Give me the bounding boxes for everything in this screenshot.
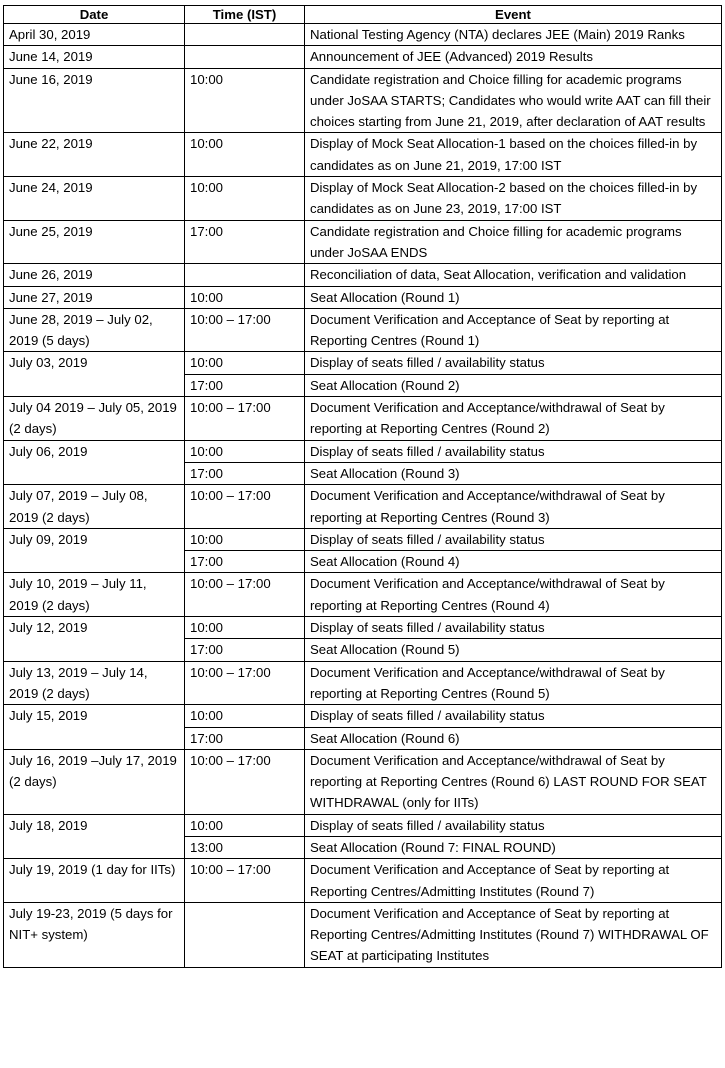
event-cell: Candidate registration and Choice filling for academic programs under JoSAA STARTS; Candidates who would write AAT can fill their choices starting from June 21, 2019, after declaration of AAT results xyxy=(305,68,722,133)
event-cell: Reconciliation of data, Seat Allocation, verification and validation xyxy=(305,264,722,286)
header-time: Time (IST) xyxy=(185,6,305,24)
event-cell: Display of Mock Seat Allocation-1 based on the choices filled-in by candidates as on June 21, 2019, 17:00 IST xyxy=(305,133,722,177)
table-row xyxy=(4,397,722,441)
time-cell: 10:00 xyxy=(185,528,305,550)
time-cell xyxy=(185,902,305,967)
table-row xyxy=(4,68,722,133)
event-cell: Announcement of JEE (Advanced) 2019 Results xyxy=(305,46,722,68)
table-row xyxy=(4,220,722,264)
date-cell: July 07, 2019 – July 08, 2019 (2 days) xyxy=(4,485,185,529)
date-cell: June 14, 2019 xyxy=(4,46,185,68)
time-cell: 17:00 xyxy=(185,462,305,484)
event-cell: Display of seats filled / availability status xyxy=(305,440,722,462)
time-cell: 10:00 xyxy=(185,177,305,221)
time-cell: 17:00 xyxy=(185,374,305,396)
date-cell: June 22, 2019 xyxy=(4,133,185,177)
header-date: Date xyxy=(4,6,185,24)
time-cell: 10:00 xyxy=(185,352,305,374)
date-cell: April 30, 2019 xyxy=(4,24,185,46)
event-cell: Document Verification and Acceptance of Seat by reporting at Reporting Centres/Admitting Institutes (Round 7) xyxy=(305,859,722,903)
time-cell: 10:00 – 17:00 xyxy=(185,308,305,352)
event-cell: Document Verification and Acceptance/withdrawal of Seat by reporting at Reporting Centres (Round 5) xyxy=(305,661,722,705)
time-cell: 10:00 – 17:00 xyxy=(185,485,305,529)
table-row xyxy=(4,661,722,705)
time-cell: 10:00 xyxy=(185,617,305,639)
time-cell: 10:00 xyxy=(185,133,305,177)
date-cell: July 16, 2019 –July 17, 2019 (2 days) xyxy=(4,749,185,814)
event-cell: Display of seats filled / availability status xyxy=(305,352,722,374)
event-cell: Display of seats filled / availability status xyxy=(305,814,722,836)
event-cell: Display of seats filled / availability status xyxy=(305,528,722,550)
time-cell xyxy=(185,46,305,68)
event-cell: Document Verification and Acceptance/withdrawal of Seat by reporting at Reporting Centres (Round 4) xyxy=(305,573,722,617)
date-cell: June 24, 2019 xyxy=(4,177,185,221)
date-cell: July 19-23, 2019 (5 days for NIT+ system) xyxy=(4,902,185,967)
date-cell: July 13, 2019 – July 14, 2019 (2 days) xyxy=(4,661,185,705)
date-cell: June 27, 2019 xyxy=(4,286,185,308)
event-cell: Seat Allocation (Round 4) xyxy=(305,551,722,573)
time-cell xyxy=(185,264,305,286)
date-cell: July 10, 2019 – July 11, 2019 (2 days) xyxy=(4,573,185,617)
time-cell: 10:00 – 17:00 xyxy=(185,661,305,705)
date-cell: July 12, 2019 xyxy=(4,617,185,662)
schedule-table xyxy=(3,5,722,968)
date-cell: June 26, 2019 xyxy=(4,264,185,286)
date-cell: June 25, 2019 xyxy=(4,220,185,264)
table-row xyxy=(4,440,722,462)
table-row xyxy=(4,749,722,814)
date-cell: July 04 2019 – July 05, 2019 (2 days) xyxy=(4,397,185,441)
time-cell: 10:00 – 17:00 xyxy=(185,573,305,617)
table-row xyxy=(4,264,722,286)
table-row xyxy=(4,133,722,177)
event-cell: Seat Allocation (Round 5) xyxy=(305,639,722,661)
date-cell: July 18, 2019 xyxy=(4,814,185,859)
event-cell: Candidate registration and Choice filling for academic programs under JoSAA ENDS xyxy=(305,220,722,264)
time-cell: 10:00 – 17:00 xyxy=(185,397,305,441)
time-cell: 17:00 xyxy=(185,727,305,749)
table-row xyxy=(4,485,722,529)
date-cell: July 06, 2019 xyxy=(4,440,185,485)
time-cell: 10:00 xyxy=(185,68,305,133)
event-cell: Display of seats filled / availability status xyxy=(305,705,722,727)
table-row xyxy=(4,308,722,352)
event-cell: Seat Allocation (Round 2) xyxy=(305,374,722,396)
table-header xyxy=(4,6,722,24)
table-row xyxy=(4,24,722,46)
event-cell: Seat Allocation (Round 3) xyxy=(305,462,722,484)
time-cell: 17:00 xyxy=(185,551,305,573)
header-row xyxy=(4,6,722,24)
event-cell: Seat Allocation (Round 1) xyxy=(305,286,722,308)
event-cell: Document Verification and Acceptance of Seat by reporting at Reporting Centres/Admitting Institutes (Round 7) WITHDRAWAL OF SEAT at participating Institutes xyxy=(305,902,722,967)
event-cell: Document Verification and Acceptance/withdrawal of Seat by reporting at Reporting Centres (Round 6) LAST ROUND FOR SEAT WITHDRAWAL (only for IITs) xyxy=(305,749,722,814)
table-row xyxy=(4,814,722,836)
time-cell: 10:00 xyxy=(185,705,305,727)
table-row xyxy=(4,286,722,308)
time-cell: 17:00 xyxy=(185,639,305,661)
event-cell: Display of Mock Seat Allocation-2 based on the choices filled-in by candidates as on June 23, 2019, 17:00 IST xyxy=(305,177,722,221)
date-cell: June 16, 2019 xyxy=(4,68,185,133)
time-cell: 10:00 – 17:00 xyxy=(185,859,305,903)
time-cell: 10:00 xyxy=(185,440,305,462)
date-cell: July 19, 2019 (1 day for IITs) xyxy=(4,859,185,903)
table-row xyxy=(4,705,722,727)
header-event: Event xyxy=(305,6,722,24)
date-cell: July 09, 2019 xyxy=(4,528,185,573)
table-body xyxy=(4,24,722,968)
time-cell xyxy=(185,24,305,46)
time-cell: 10:00 xyxy=(185,286,305,308)
date-cell: July 15, 2019 xyxy=(4,705,185,750)
table-row xyxy=(4,528,722,550)
time-cell: 10:00 xyxy=(185,814,305,836)
table-row xyxy=(4,177,722,221)
event-cell: Document Verification and Acceptance/withdrawal of Seat by reporting at Reporting Centres (Round 2) xyxy=(305,397,722,441)
time-cell: 10:00 – 17:00 xyxy=(185,749,305,814)
time-cell: 17:00 xyxy=(185,220,305,264)
date-cell: June 28, 2019 – July 02, 2019 (5 days) xyxy=(4,308,185,352)
table-row xyxy=(4,46,722,68)
event-cell: National Testing Agency (NTA) declares JEE (Main) 2019 Ranks xyxy=(305,24,722,46)
event-cell: Document Verification and Acceptance/withdrawal of Seat by reporting at Reporting Centres (Round 3) xyxy=(305,485,722,529)
event-cell: Display of seats filled / availability status xyxy=(305,617,722,639)
time-cell: 13:00 xyxy=(185,836,305,858)
event-cell: Seat Allocation (Round 7: FINAL ROUND) xyxy=(305,836,722,858)
event-cell: Document Verification and Acceptance of Seat by reporting at Reporting Centres (Round 1) xyxy=(305,308,722,352)
event-cell: Seat Allocation (Round 6) xyxy=(305,727,722,749)
table-row xyxy=(4,573,722,617)
table-row xyxy=(4,352,722,374)
table-row xyxy=(4,859,722,903)
table-row xyxy=(4,617,722,639)
table-row xyxy=(4,902,722,967)
date-cell: July 03, 2019 xyxy=(4,352,185,397)
